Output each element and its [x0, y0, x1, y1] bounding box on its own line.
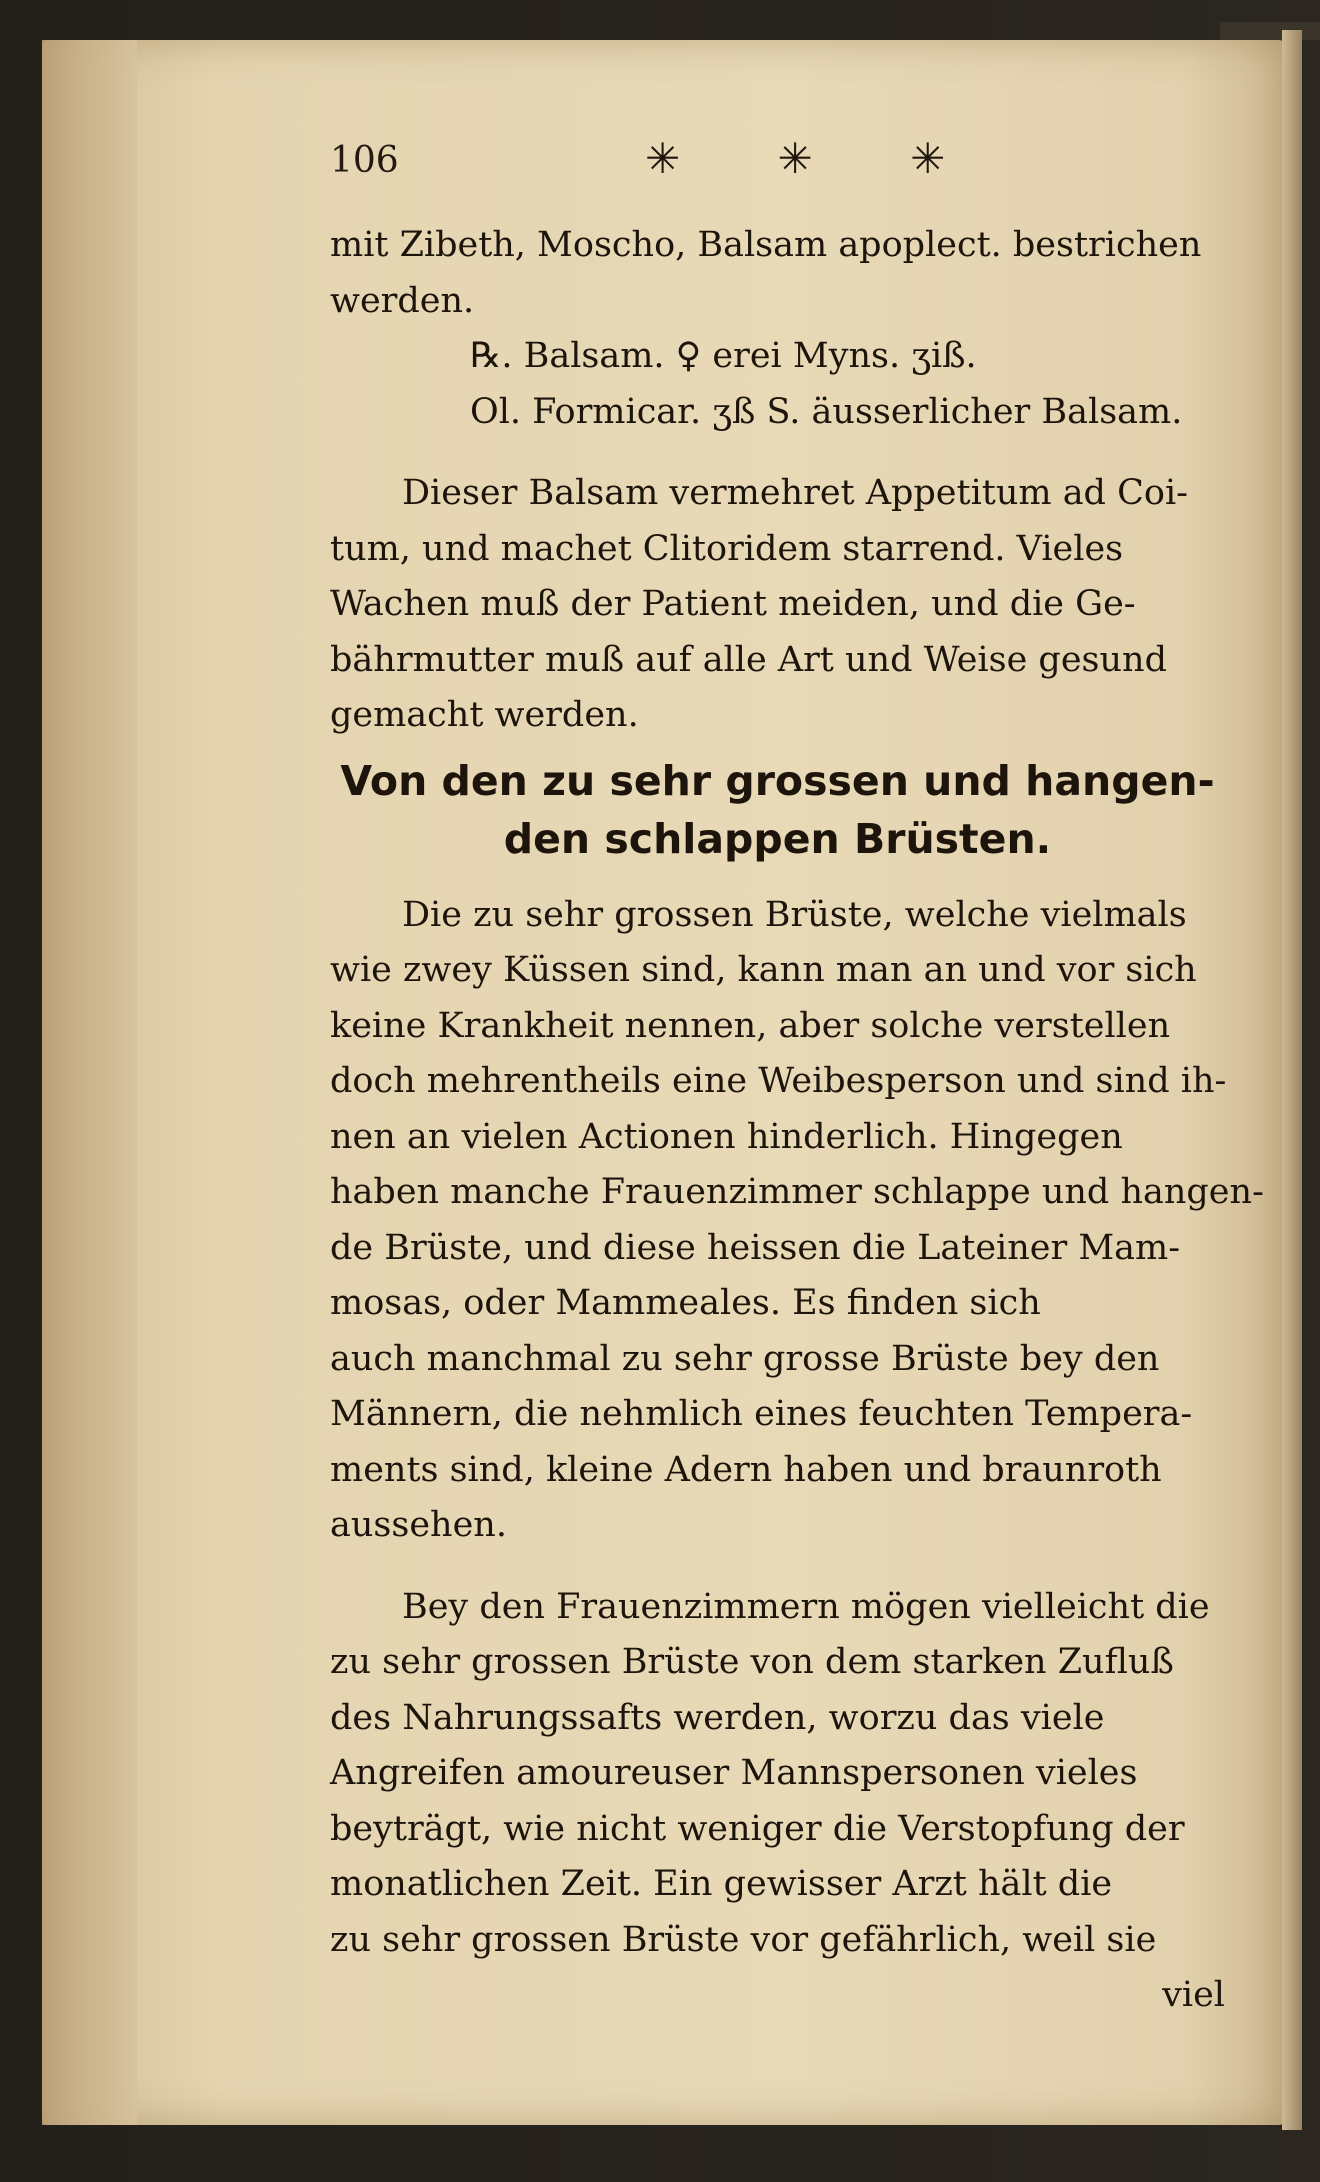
- text-line: ments sind, kleine Adern haben und braunroth: [330, 1449, 1162, 1490]
- section-heading: [330, 752, 1225, 868]
- text-line: monatlichen Zeit. Ein gewisser Arzt hält die: [330, 1864, 1113, 1904]
- text-line: werden.: [330, 280, 475, 321]
- page-header: [330, 134, 1230, 200]
- paragraph-first-line: Dieser Balsam vermehret Appetitum ad Coi-: [402, 473, 1188, 513]
- text-line: mit Zibeth, Moscho, Balsam apoplect. bestrichen: [330, 225, 1202, 265]
- text-line: doch mehrentheils eine Weibesperson und sind ih-: [330, 1061, 1227, 1101]
- text-line: beyträgt, wie nicht weniger die Verstopfung der: [330, 1808, 1185, 1849]
- text-line: wie zwey Küssen sind, kann man an und vor sich: [330, 950, 1197, 990]
- text-line: bährmutter muß auf alle Art und Weise gesund: [330, 639, 1167, 680]
- catchword: viel: [1162, 1975, 1225, 2015]
- text-line: tum, und machet Clitoridem starrend. Vieles: [330, 528, 1124, 569]
- text-line: Angreifen amoureuser Mannspersonen vieles: [330, 1753, 1138, 1793]
- binding-edge: [1220, 22, 1320, 40]
- recipe-line: ℞. Balsam. ♀ erei Myns. ʒiß.: [470, 336, 977, 376]
- text-line: keine Krankheit nennen, aber solche verstellen: [330, 1005, 1171, 1046]
- text-line: mosas, oder Mammeales. Es finden sich: [330, 1283, 1041, 1323]
- header-ornaments: ✳ ✳ ✳: [645, 134, 988, 183]
- heading-line: den schlappen Brüsten.: [503, 814, 1052, 863]
- text-line: des Nahrungssafts werden, worzu das viele: [330, 1697, 1105, 1738]
- paragraph-first-line: Bey den Frauenzimmern mögen vielleicht die: [402, 1586, 1210, 1627]
- page-gutter: [42, 40, 137, 2125]
- text-line: Wachen muß der Patient meiden, und die Ge-: [330, 584, 1136, 624]
- heading-line: Von den zu sehr grossen und hangen-: [340, 756, 1215, 805]
- page-edge: [1282, 30, 1302, 2130]
- recipe-line: Ol. Formicar. ʒß S. äusserlicher Balsam.: [470, 391, 1183, 432]
- paragraph-first-line: Die zu sehr grossen Brüste, welche vielmals: [402, 894, 1187, 935]
- text-line: zu sehr grossen Brüste vor gefährlich, weil sie: [330, 1919, 1157, 1960]
- page-number: 106: [330, 140, 399, 181]
- text-line: Männern, die nehmlich eines feuchten Tempera-: [330, 1394, 1193, 1434]
- text-line: nen an vielen Actionen hinderlich. Hingegen: [330, 1116, 1123, 1157]
- text-line: haben manche Frauenzimmer schlappe und hangen-: [330, 1172, 1264, 1212]
- page-body: [330, 218, 1264, 2024]
- text-line: de Brüste, und diese heissen die Lateiner Mam-: [330, 1227, 1181, 1268]
- text-line: gemacht werden.: [330, 695, 639, 735]
- text-line: aussehen.: [330, 1505, 507, 1545]
- text-line: auch manchmal zu sehr grosse Brüste bey den: [330, 1338, 1160, 1379]
- text-line: zu sehr grossen Brüste von dem starken Zufluß: [330, 1642, 1174, 1682]
